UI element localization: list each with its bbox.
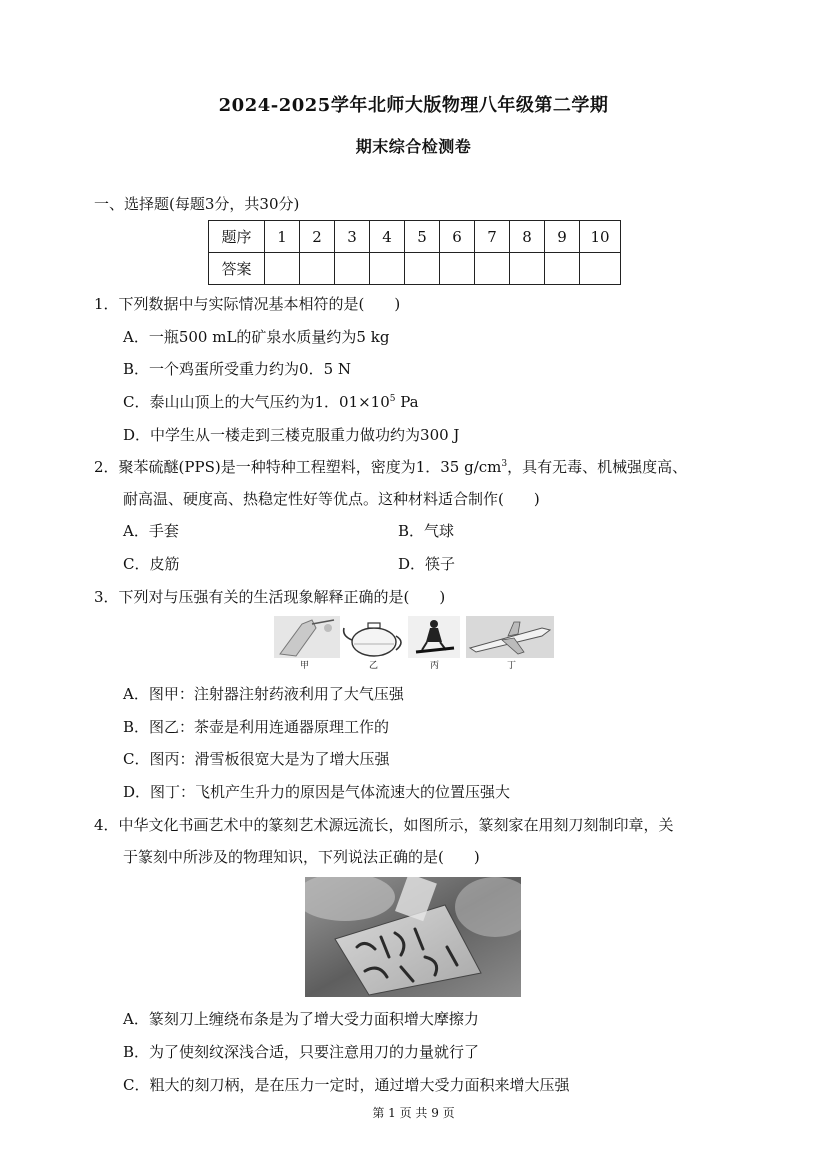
- table-cell-number: 10: [580, 221, 621, 253]
- table-cell-number: 2: [300, 221, 335, 253]
- answer-cell[interactable]: [545, 253, 580, 285]
- exam-subtitle: 期末综合检测卷: [355, 137, 472, 156]
- table-header-answer: 答案: [209, 253, 265, 285]
- figure-snowboarder: [408, 616, 460, 658]
- q4-stem-line1: 4．中华文化书画艺术中的篆刻艺术源远流长，如图所示，篆刻家在用刻刀刻制印章，关: [94, 816, 674, 834]
- q1-option-c: [123, 391, 419, 412]
- q2-stem-text-end: ，具有无毒、机械强度高、: [507, 458, 688, 476]
- fig-label-jia: 甲: [300, 661, 310, 671]
- answer-cell[interactable]: [265, 253, 300, 285]
- figure-airplane: [466, 616, 554, 658]
- q1-option-c-text: C．泰山山顶上的大气压约为1．01×10: [123, 393, 390, 411]
- q1-option-c-unit: Pa: [395, 393, 419, 411]
- answer-cell[interactable]: [300, 253, 335, 285]
- q4-option-a: A．篆刻刀上缠绕布条是为了增大受力面积增大摩擦力: [123, 1010, 479, 1028]
- table-cell-number: 7: [475, 221, 510, 253]
- table-cell-number: 3: [335, 221, 370, 253]
- q3-stem: 3．下列对与压强有关的生活现象解释正确的是( ): [94, 588, 446, 606]
- table-cell-number: 1: [265, 221, 300, 253]
- table-cell-number: 9: [545, 221, 580, 253]
- q3-figure-strip: [272, 614, 556, 672]
- q1-option-b: B．一个鸡蛋所受重力约为0．5 N: [123, 360, 352, 378]
- q2-option-a: A．手套: [123, 522, 179, 540]
- table-cell-number: 5: [405, 221, 440, 253]
- table-cell-number: 8: [510, 221, 545, 253]
- q2-option-b: B．气球: [398, 522, 455, 540]
- answer-table: [208, 220, 621, 285]
- q2-stem-exponent: 3: [501, 459, 508, 469]
- answer-cell[interactable]: [510, 253, 545, 285]
- q1-option-d: D．中学生从一楼走到三楼克服重力做功约为300 J: [123, 426, 460, 444]
- answer-cell[interactable]: [440, 253, 475, 285]
- section-heading: 一、选择题(每题3分，共30分): [94, 195, 300, 213]
- q1-option-c-exponent: 5: [389, 394, 396, 404]
- answer-table-row-numbers: [209, 221, 621, 253]
- q4-option-c: C．粗大的刻刀柄，是在压力一定时，通过增大受力面积来增大压强: [123, 1076, 570, 1094]
- table-cell-number: 6: [440, 221, 475, 253]
- q3-option-a: A．图甲：注射器注射药液利用了大气压强: [123, 685, 404, 703]
- table-cell-number: 4: [370, 221, 405, 253]
- answer-cell[interactable]: [370, 253, 405, 285]
- q2-stem-text: 2．聚苯硫醚(PPS)是一种特种工程塑料，密度为1．35 g/cm: [94, 458, 502, 476]
- exam-title: 2024-2025学年北师大版物理八年级第二学期: [218, 95, 609, 116]
- q4-seal-carving-photo: [305, 877, 521, 997]
- q2-option-d: D．筷子: [398, 555, 456, 573]
- fig-label-yi: 乙: [369, 661, 379, 671]
- answer-cell[interactable]: [335, 253, 370, 285]
- q3-option-b: B．图乙：茶壶是利用连通器原理工作的: [123, 718, 390, 736]
- answer-cell[interactable]: [580, 253, 621, 285]
- q3-option-c: C．图丙：滑雪板很宽大是为了增大压强: [123, 750, 390, 768]
- q1-option-a: A．一瓶500 mL的矿泉水质量约为5 kg: [123, 328, 390, 346]
- figure-syringe: [274, 616, 340, 658]
- q2-stem-line1: [94, 456, 687, 477]
- q2-stem-line2: 耐高温、硬度高、热稳定性好等优点。这种材料适合制作( ): [123, 490, 540, 508]
- q1-stem: 1．下列数据中与实际情况基本相符的是( ): [94, 295, 401, 313]
- answer-cell[interactable]: [475, 253, 510, 285]
- page-footer: 第 1 页 共 9 页: [372, 1106, 455, 1120]
- table-header-number: 题序: [209, 221, 265, 253]
- q4-option-b: B．为了使刻纹深浅合适，只要注意用刀的力量就行了: [123, 1043, 480, 1061]
- fig-label-bing: 丙: [430, 661, 440, 671]
- answer-table-row-answers: [209, 253, 621, 285]
- answer-cell[interactable]: [405, 253, 440, 285]
- figure-teapot: [344, 623, 401, 656]
- q3-option-d: D．图丁：飞机产生升力的原因是气体流速大的位置压强大: [123, 783, 511, 801]
- q4-stem-line2: 于篆刻中所涉及的物理知识，下列说法正确的是( ): [123, 848, 480, 866]
- fig-label-ding: 丁: [507, 661, 517, 671]
- seal-photo-svg: [305, 877, 521, 997]
- q2-option-c: C．皮筋: [123, 555, 180, 573]
